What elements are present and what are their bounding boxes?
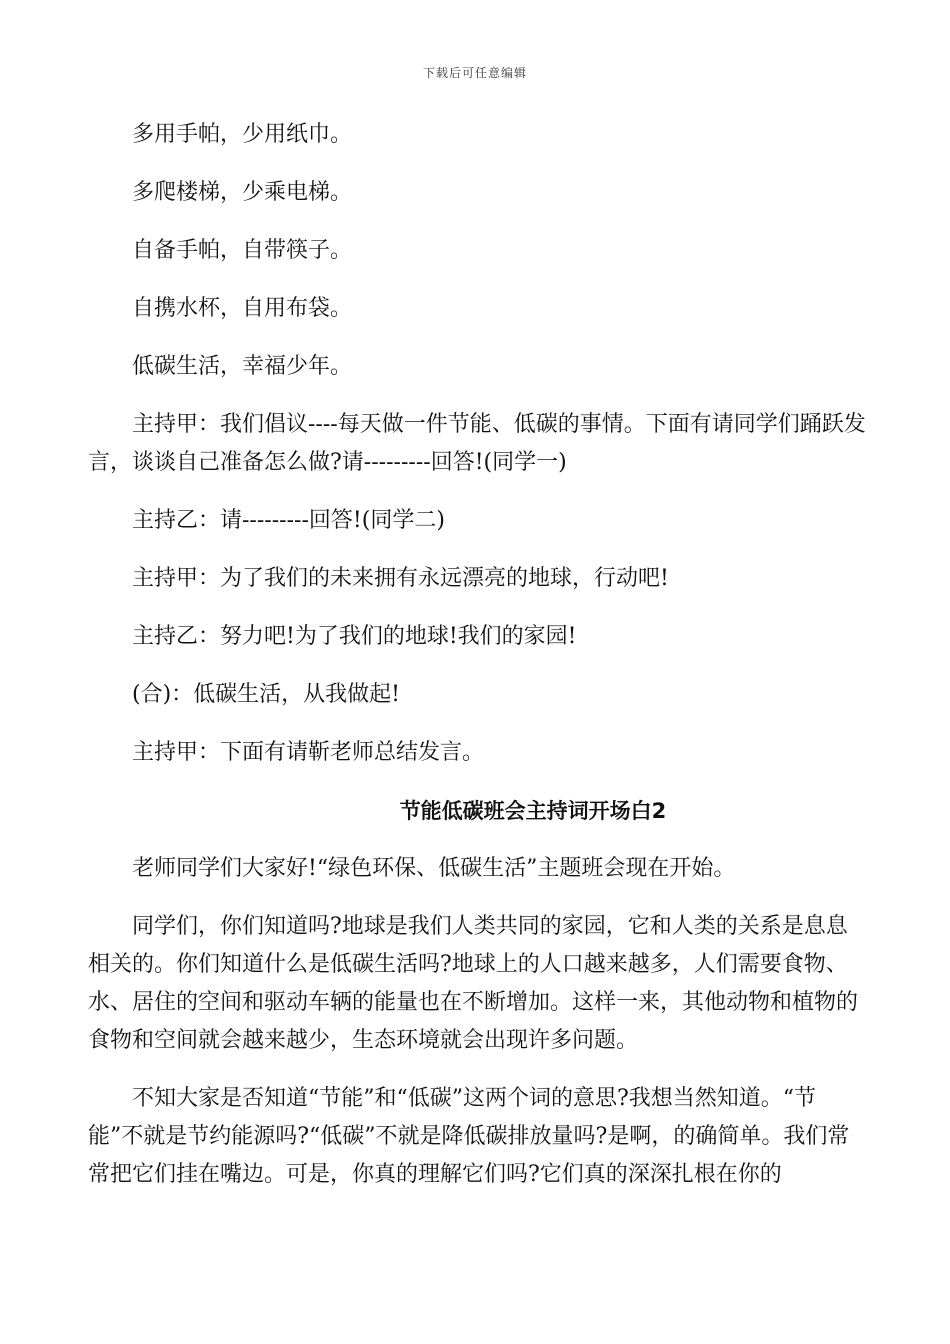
paragraph: 主持乙：请---------回答!(同学二): [132, 508, 445, 533]
paragraph: 主持甲：下面有请靳老师总结发言。: [132, 740, 485, 765]
paragraph: (合)：低碳生活，从我做起!: [132, 682, 401, 707]
paragraph: 同学们，你们知道吗?地球是我们人类共同的家园，它和人类的关系是息息相关的。你们知道什么是低碳生活吗?地球上的人口越来越多，人们需要食物、水、居住的空间和驱动车辆的能量也在不断增加。这样一来，其他动物和植物的食物和空间就会越来越少，生态环境就会出现许多问题。: [88, 914, 859, 1053]
document-body: [88, 116, 868, 1214]
paragraph: 不知大家是否知道“节能”和“低碳”这两个词的意思?我想当然知道。“节能”不就是节约能源吗?“低碳”不就是降低碳排放量吗?是啊，的确简单。我们常常把它们挂在嘴边。可是，你真的理解它们吗?它们真的深深扎根在你的: [88, 1086, 850, 1187]
section-title: 节能低碳班会主持词开场白2: [399, 799, 667, 823]
paragraph: 自携水杯，自用布袋。: [132, 296, 353, 321]
paragraph: 老师同学们大家好!“绿色环保、低碳生活”主题班会现在开始。: [132, 856, 736, 881]
paragraph: 多用手帕，少用纸巾。: [132, 122, 353, 147]
paragraph: 多爬楼梯，少乘电梯。: [132, 180, 353, 205]
paragraph: 主持甲：我们倡议----每天做一件节能、低碳的事情。下面有请同学们踊跃发言，谈谈自己准备怎么做?请---------回答!(同学一): [88, 412, 866, 475]
page-header: 下载后可任意编辑: [422, 66, 527, 80]
paragraph: 主持甲：为了我们的未来拥有永远漂亮的地球，行动吧!: [132, 566, 669, 591]
paragraph: 自备手帕，自带筷子。: [132, 238, 353, 263]
paragraph: 主持乙：努力吧!为了我们的地球!我们的家园!: [132, 624, 577, 649]
paragraph: 低碳生活，幸福少年。: [132, 354, 353, 379]
